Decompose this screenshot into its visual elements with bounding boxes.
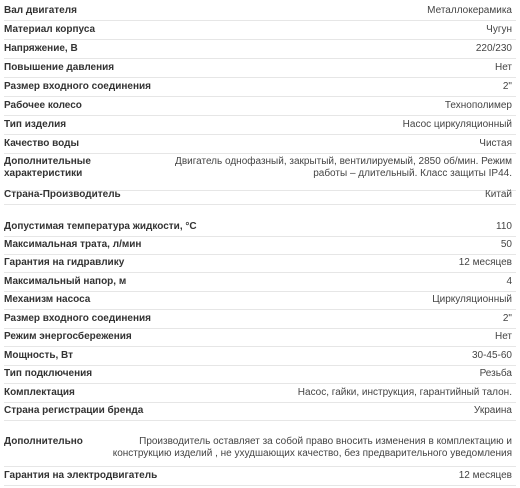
spec-row xyxy=(4,97,516,116)
spec-label: Комплектация xyxy=(4,387,75,398)
spec-value: Украина xyxy=(473,405,512,416)
spec-label: Механизм насоса xyxy=(4,294,91,305)
spec-row xyxy=(4,186,516,205)
spec-label: Вал двигателя xyxy=(4,5,77,16)
spec-value: Циркуляционный xyxy=(432,294,512,305)
spec-row xyxy=(4,78,516,97)
spec-row xyxy=(4,59,516,78)
spec-value: Резьба xyxy=(479,368,512,379)
spec-label: Материал корпуса xyxy=(4,24,96,35)
spec-row xyxy=(4,310,516,329)
spec-label: Тип изделия xyxy=(4,119,67,130)
spec-value: 4 xyxy=(506,276,512,287)
spec-label: Повышение давления xyxy=(4,62,115,73)
spec-label: Тип подключения xyxy=(4,368,93,379)
spec-row xyxy=(4,236,516,255)
spec-row xyxy=(4,2,516,21)
spec-row xyxy=(4,365,516,384)
spec-row xyxy=(4,254,516,273)
spec-row xyxy=(4,402,516,421)
spec-value: 12 месяцев xyxy=(458,470,512,481)
spec-value: 2" xyxy=(502,81,512,92)
spec-row xyxy=(4,467,516,486)
spec-label: Максимальная трата, л/мин xyxy=(4,239,142,250)
spec-value: 2" xyxy=(502,313,512,324)
spec-label: Рабочее колесо xyxy=(4,100,82,111)
spec-label: Дополнительно xyxy=(4,436,83,447)
additional-note-row xyxy=(4,432,516,467)
spec-row xyxy=(4,291,516,310)
spec-value: Двигатель однофазный, закрытый, вентилируемый, 2850 об/мин. Режим работы – длительный. Класс защиты IP44. xyxy=(175,156,512,179)
spec-value: Технополимер xyxy=(444,100,512,111)
spec-label: Максимальный напор, м xyxy=(4,276,127,287)
spec-value: Нет xyxy=(494,62,512,73)
spec-value: Насос циркуляционный xyxy=(402,119,512,130)
spec-value: 110 xyxy=(496,221,512,232)
spec-label: Страна регистрации бренда xyxy=(4,405,144,416)
spec-label: Гарантия на гидравлику xyxy=(4,257,125,268)
spec-value: 30-45-60 xyxy=(471,350,512,361)
spec-value: 12 месяцев xyxy=(458,257,512,268)
spec-value: Металлокерамика xyxy=(427,5,512,16)
spec-value: Китай xyxy=(484,189,512,200)
spec-row xyxy=(4,218,516,237)
spec-row xyxy=(4,273,516,292)
spec-label: Режим энергосбережения xyxy=(4,331,132,342)
spec-value: Чугун xyxy=(486,24,512,35)
spec-label: Размер входного соединения xyxy=(4,81,151,92)
spec-label: Напряжение, В xyxy=(4,43,78,54)
spec-label: Качество воды xyxy=(4,138,80,149)
spec-label: Размер входного соединения xyxy=(4,313,151,324)
spec-value: 220/230 xyxy=(475,43,512,54)
spec-value: Нет xyxy=(494,331,512,342)
spec-label: Дополнительные характеристики xyxy=(4,156,91,179)
spec-label: Мощность, Вт xyxy=(4,350,74,361)
spec-row xyxy=(4,384,516,403)
spec-row xyxy=(4,347,516,366)
spec-row xyxy=(4,21,516,40)
spec-value: Насос, гайки, инструкция, гарантийный талон. xyxy=(297,387,512,398)
spec-row xyxy=(4,328,516,347)
spec-row xyxy=(4,40,516,59)
spec-value: Производитель оставляет за собой право вносить изменения в комплектацию и конструкцию изделий , не ухудшающих качество, без предварительного уведомления xyxy=(112,436,512,459)
spec-value: 50 xyxy=(500,239,512,250)
spec-label: Гарантия на электродвигатель xyxy=(4,470,158,481)
spec-label: Страна-Производитель xyxy=(4,189,121,200)
spec-label: Допустимая температура жидкости, °C xyxy=(4,221,197,232)
spec-value: Чистая xyxy=(479,138,512,149)
spec-row xyxy=(4,116,516,135)
